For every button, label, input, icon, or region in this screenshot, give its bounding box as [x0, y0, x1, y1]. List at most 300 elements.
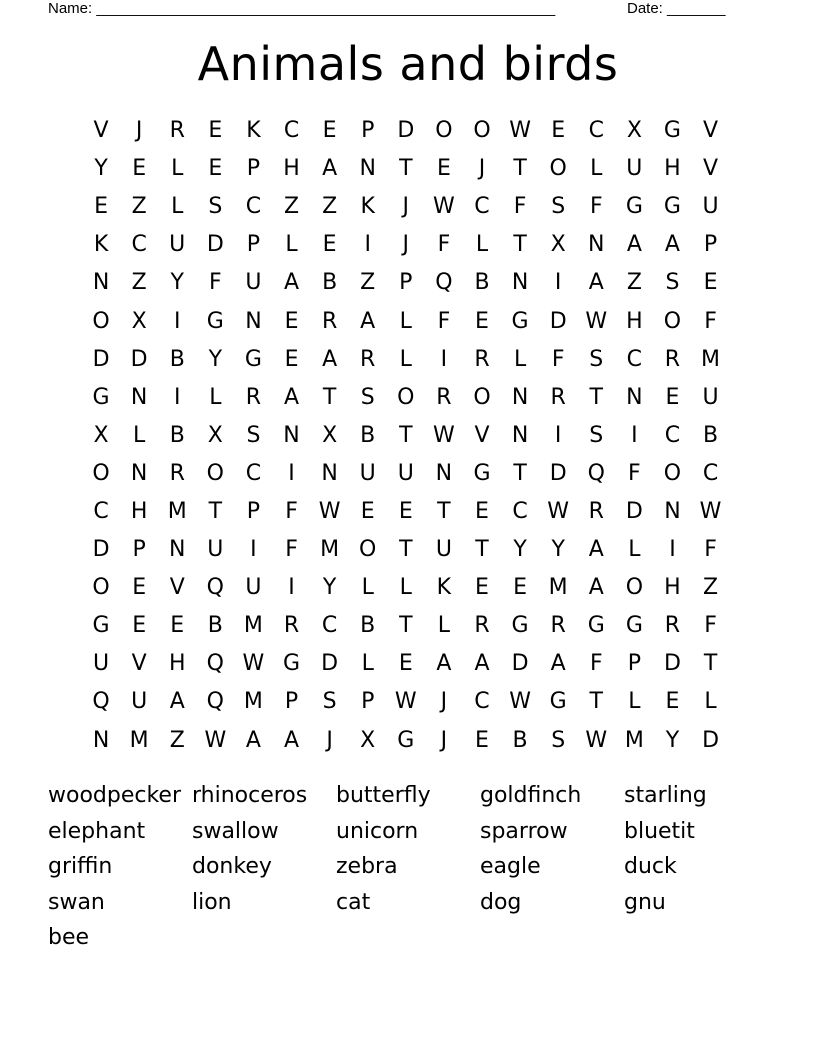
grid-cell: N	[435, 460, 453, 486]
word-list-item: eagle	[480, 854, 541, 880]
grid-cell: D	[549, 308, 567, 334]
grid-cell: R	[436, 384, 452, 410]
grid-cell: G	[625, 613, 643, 639]
grid-cell: G	[244, 346, 262, 372]
word-list-item: bluetit	[624, 818, 695, 844]
grid-cell: B	[512, 727, 528, 753]
grid-cell: R	[664, 613, 681, 639]
grid-cell: E	[322, 118, 337, 144]
page-title: Animals and birds	[197, 37, 619, 91]
grid-cell: A	[322, 346, 338, 372]
grid-cell: O	[92, 460, 110, 486]
grid-cell: N	[359, 156, 376, 182]
grid-cell: E	[132, 613, 147, 639]
grid-cell: N	[511, 422, 529, 448]
grid-cell: W	[204, 727, 227, 753]
grid-cell: S	[360, 384, 375, 410]
grid-cell: H	[283, 156, 300, 182]
grid-cell: W	[318, 498, 341, 524]
grid-cell: W	[242, 651, 265, 677]
word-list-item: woodpecker	[48, 783, 182, 808]
word-list-item: zebra	[336, 854, 398, 880]
grid-cell: M	[129, 727, 149, 753]
grid-cell: A	[360, 308, 376, 334]
grid-cell: E	[360, 498, 375, 524]
grid-cell: N	[664, 498, 681, 524]
grid-cell: N	[245, 308, 262, 334]
grid-cell: N	[283, 422, 300, 448]
grid-cell: R	[550, 384, 566, 410]
grid-cell: L	[399, 308, 412, 334]
grid-cell: R	[474, 346, 490, 372]
grid-cell: V	[703, 118, 719, 144]
grid-cell: L	[590, 156, 603, 182]
grid-cell: I	[554, 270, 562, 296]
grid-cell: S	[551, 727, 566, 753]
grid-cell: C	[588, 118, 604, 144]
grid-cell: B	[703, 422, 719, 448]
grid-cell: W	[433, 194, 455, 220]
grid-cell: Q	[587, 460, 605, 486]
grid-cell: U	[397, 460, 414, 486]
grid-cell: U	[435, 537, 452, 563]
grid-cell: E	[208, 118, 223, 144]
grid-cell: G	[92, 384, 110, 410]
grid-cell: W	[433, 422, 455, 448]
grid-cell: A	[436, 651, 452, 677]
grid-cell: G	[397, 727, 415, 753]
grid-cell: N	[511, 384, 529, 410]
grid-cell: D	[625, 498, 643, 524]
grid-cell: S	[589, 346, 604, 372]
grid-cell: Z	[360, 270, 376, 296]
grid-cell: P	[399, 270, 413, 296]
grid-cell: C	[245, 194, 262, 220]
grid-cell: E	[322, 232, 337, 258]
grid-cell: O	[397, 384, 415, 410]
grid-cell: E	[475, 308, 489, 334]
grid-cell: P	[246, 498, 261, 524]
grid-cell: R	[664, 346, 681, 372]
grid-cell: P	[246, 232, 261, 258]
grid-cell: A	[245, 727, 261, 753]
grid-cell: A	[169, 689, 185, 715]
grid-cell: R	[245, 384, 262, 410]
grid-cell: U	[626, 156, 643, 182]
grid-cell: I	[250, 537, 257, 563]
grid-cell: B	[169, 346, 185, 372]
grid-cell: F	[285, 498, 298, 524]
grid-cell: W	[509, 118, 531, 144]
grid-cell: L	[628, 537, 641, 563]
grid-cell: L	[171, 156, 184, 182]
word-list-item: donkey	[192, 854, 272, 880]
grid-cell: O	[92, 308, 110, 334]
grid-cell: T	[589, 689, 603, 715]
word-list-item: duck	[624, 854, 677, 880]
grid-cell: U	[245, 575, 262, 601]
grid-cell: A	[588, 270, 604, 296]
grid-cell: R	[321, 308, 338, 334]
grid-cell: F	[437, 232, 451, 258]
grid-cell: E	[284, 308, 299, 334]
grid-cell: N	[588, 232, 605, 258]
grid-cell: D	[397, 118, 415, 144]
grid-cell: P	[703, 232, 718, 258]
grid-cell: Y	[208, 346, 223, 372]
grid-cell: T	[703, 651, 718, 677]
grid-cell: N	[92, 727, 110, 753]
grid-cell: T	[513, 156, 527, 182]
grid-cell: L	[513, 346, 527, 372]
grid-cell: E	[398, 498, 413, 524]
grid-cell: E	[436, 156, 451, 182]
grid-cell: T	[399, 613, 413, 639]
grid-cell: A	[664, 232, 680, 258]
grid-cell: T	[475, 537, 489, 563]
grid-cell: F	[209, 270, 222, 296]
grid-cell: Z	[131, 194, 147, 220]
grid-cell: C	[474, 689, 490, 715]
grid-cell: A	[283, 384, 300, 410]
grid-cell: L	[133, 422, 146, 448]
grid-cell: R	[169, 118, 185, 144]
grid-cell: P	[361, 689, 375, 715]
grid-cell: O	[549, 156, 567, 182]
grid-cell: U	[359, 460, 376, 486]
word-list-item: butterfly	[336, 783, 431, 808]
grid-cell: J	[135, 118, 143, 144]
grid-cell: T	[399, 422, 413, 448]
grid-cell: D	[92, 346, 110, 372]
grid-cell: X	[322, 422, 338, 448]
word-list-item: goldfinch	[480, 783, 582, 808]
grid-cell: G	[587, 613, 605, 639]
grid-cell: D	[511, 651, 529, 677]
grid-cell: T	[399, 537, 413, 563]
grid-cell: D	[702, 727, 720, 753]
grid-cell: L	[171, 194, 184, 220]
word-list-item: rhinoceros	[192, 783, 308, 808]
word-list-item: cat	[336, 889, 371, 915]
grid-cell: J	[402, 232, 410, 258]
grid-cell: E	[475, 575, 489, 601]
grid-cell: Z	[169, 727, 185, 753]
grid-cell: C	[512, 498, 528, 524]
grid-cell: R	[588, 498, 604, 524]
grid-cell: R	[474, 613, 490, 639]
grid-cell: E	[94, 194, 108, 220]
grid-cell: H	[664, 575, 681, 601]
grid-cell: U	[702, 384, 719, 410]
grid-cell: F	[437, 308, 451, 334]
grid-cell: R	[283, 613, 300, 639]
grid-cell: D	[130, 346, 148, 372]
grid-cell: U	[92, 651, 110, 677]
grid-cell: W	[547, 498, 570, 524]
grid-cell: O	[473, 384, 491, 410]
grid-cell: N	[321, 460, 338, 486]
grid-cell: G	[511, 308, 529, 334]
grid-cell: S	[589, 422, 604, 448]
grid-cell: W	[509, 689, 531, 715]
grid-cell: B	[322, 270, 338, 296]
grid-cell: T	[437, 498, 451, 524]
grid-cell: I	[173, 384, 181, 410]
grid-cell: B	[474, 270, 490, 296]
word-list-item: swan	[48, 889, 105, 915]
grid-cell: K	[246, 118, 261, 144]
grid-cell: L	[209, 384, 222, 410]
grid-cell: E	[665, 689, 680, 715]
grid-cell: N	[130, 460, 148, 486]
grid-cell: Q	[206, 575, 224, 601]
grid-cell: E	[513, 575, 528, 601]
grid-cell: I	[440, 346, 448, 372]
grid-cell: U	[131, 689, 148, 715]
grid-cell: W	[394, 689, 417, 715]
grid-cell: F	[589, 194, 603, 220]
grid-cell: E	[551, 118, 566, 144]
grid-cell: T	[208, 498, 223, 524]
grid-cell: G	[511, 613, 529, 639]
grid-cell: I	[669, 537, 676, 563]
grid-cell: O	[663, 460, 682, 486]
grid-cell: S	[246, 422, 261, 448]
grid-cell: X	[626, 118, 642, 144]
grid-cell: J	[440, 727, 448, 753]
grid-cell: P	[132, 537, 146, 563]
grid-cell: Y	[513, 537, 527, 563]
grid-cell: A	[588, 537, 604, 563]
grid-cell: Z	[626, 270, 642, 296]
grid-cell: R	[550, 613, 566, 639]
grid-cell: P	[361, 118, 375, 144]
grid-cell: T	[513, 232, 527, 258]
grid-cell: A	[283, 727, 300, 753]
grid-cell: B	[169, 422, 185, 448]
grid-cell: C	[131, 232, 147, 258]
grid-cell: M	[320, 537, 340, 563]
grid-cell: T	[399, 156, 413, 182]
word-list-item: griffin	[48, 854, 113, 880]
grid-cell: N	[626, 384, 643, 410]
grid-cell: E	[170, 613, 185, 639]
grid-cell: P	[627, 651, 641, 677]
grid-cell: I	[288, 575, 295, 601]
grid-cell: J	[402, 194, 410, 220]
grid-cell: E	[208, 156, 223, 182]
grid-cell: C	[702, 460, 719, 486]
grid-cell: W	[699, 498, 722, 524]
grid-cell: Y	[322, 575, 337, 601]
grid-cell: G	[549, 689, 567, 715]
grid-cell: E	[475, 498, 489, 524]
grid-cell: M	[167, 498, 187, 524]
grid-cell: S	[551, 194, 566, 220]
grid-cell: D	[549, 460, 567, 486]
grid-cell: E	[132, 156, 147, 182]
word-list-item: unicorn	[336, 818, 419, 844]
grid-cell: U	[169, 232, 186, 258]
grid-cell: J	[478, 156, 486, 182]
grid-cell: B	[360, 613, 376, 639]
word-list-item: elephant	[48, 818, 146, 844]
grid-cell: G	[282, 651, 301, 677]
grid-cell: E	[284, 346, 299, 372]
letter-grid	[82, 112, 730, 760]
grid-cell: I	[631, 422, 638, 448]
grid-cell: F	[589, 651, 603, 677]
word-list-item: bee	[48, 925, 90, 951]
grid-cell: E	[132, 575, 147, 601]
grid-cell: V	[169, 575, 185, 601]
grid-cell: O	[625, 575, 644, 601]
grid-cell: E	[475, 727, 489, 753]
grid-cell: P	[284, 689, 299, 715]
grid-cell: D	[206, 232, 224, 258]
grid-cell: R	[360, 346, 376, 372]
grid-cell: L	[399, 346, 412, 372]
grid-cell: F	[704, 537, 717, 563]
grid-cell: S	[665, 270, 680, 296]
grid-cell: I	[288, 460, 295, 486]
grid-cell: N	[511, 270, 529, 296]
grid-cell: C	[93, 498, 109, 524]
grid-cell: A	[283, 270, 300, 296]
grid-cell: L	[285, 232, 298, 258]
grid-cell: B	[360, 422, 376, 448]
word-list-item: lion	[192, 889, 232, 915]
grid-cell: O	[663, 308, 682, 334]
grid-cell: M	[701, 346, 721, 372]
grid-cell: N	[169, 537, 186, 563]
grid-cell: L	[475, 232, 489, 258]
grid-cell: C	[474, 194, 490, 220]
grid-cell: A	[626, 232, 642, 258]
grid-cell: H	[168, 651, 186, 677]
word-list-item: swallow	[192, 818, 279, 844]
grid-cell: L	[437, 613, 451, 639]
grid-cell: M	[624, 727, 644, 753]
grid-cell: X	[207, 422, 223, 448]
grid-cell: O	[359, 537, 377, 563]
grid-cell: U	[245, 270, 262, 296]
grid-cell: A	[588, 575, 604, 601]
grid-cell: W	[585, 727, 608, 753]
grid-cell: E	[398, 651, 413, 677]
grid-cell: K	[360, 194, 375, 220]
grid-cell: G	[206, 308, 224, 334]
grid-cell: H	[664, 156, 681, 182]
name-field-line: Name: _______________________________________________________	[48, 0, 556, 17]
grid-cell: D	[321, 651, 339, 677]
grid-cell: X	[360, 727, 376, 753]
grid-cell: C	[626, 346, 643, 372]
grid-cell: D	[663, 651, 681, 677]
grid-cell: O	[473, 118, 491, 144]
grid-cell: O	[206, 460, 224, 486]
grid-cell: U	[207, 537, 224, 563]
grid-cell: F	[513, 194, 527, 220]
grid-cell: C	[321, 613, 338, 639]
grid-cell: H	[130, 498, 148, 524]
word-list-item: dog	[480, 889, 522, 915]
grid-cell: G	[473, 460, 491, 486]
grid-cell: E	[665, 384, 680, 410]
word-list-item: sparrow	[480, 818, 568, 844]
grid-cell: J	[440, 689, 448, 715]
grid-cell: M	[548, 575, 568, 601]
grid-cell: V	[131, 651, 147, 677]
grid-cell: I	[364, 232, 371, 258]
grid-cell: G	[92, 613, 110, 639]
grid-cell: F	[704, 308, 717, 334]
grid-cell: Y	[94, 156, 108, 182]
grid-cell: U	[702, 194, 719, 220]
grid-cell: Y	[551, 537, 565, 563]
grid-cell: C	[664, 422, 681, 448]
grid-cell: S	[208, 194, 223, 220]
grid-cell: L	[399, 575, 412, 601]
grid-cell: Z	[131, 270, 147, 296]
grid-cell: O	[92, 575, 110, 601]
grid-cell: Y	[170, 270, 184, 296]
grid-cell: F	[704, 613, 717, 639]
grid-cell: J	[326, 727, 333, 753]
grid-cell: C	[245, 460, 262, 486]
grid-cell: L	[361, 575, 374, 601]
grid-cell: E	[703, 270, 718, 296]
grid-cell: L	[704, 689, 717, 715]
grid-cell: Q	[206, 689, 224, 715]
grid-cell: D	[92, 537, 110, 563]
word-list-item: starling	[624, 783, 707, 808]
grid-cell: G	[663, 194, 681, 220]
grid-cell: F	[628, 460, 641, 486]
grid-cell: S	[322, 689, 337, 715]
grid-cell: F	[551, 346, 565, 372]
grid-cell: T	[589, 384, 603, 410]
grid-cell: V	[93, 118, 109, 144]
grid-cell: A	[550, 651, 566, 677]
grid-cell: A	[474, 651, 490, 677]
grid-cell: M	[243, 689, 263, 715]
grid-cell: Z	[322, 194, 338, 220]
grid-cell: K	[93, 232, 109, 258]
grid-cell: Y	[665, 727, 680, 753]
grid-cell: V	[474, 422, 490, 448]
grid-cell: N	[130, 384, 148, 410]
grid-cell: G	[625, 194, 643, 220]
word-list	[48, 778, 768, 956]
grid-cell: Q	[206, 651, 224, 677]
grid-cell: L	[628, 689, 641, 715]
grid-cell: X	[550, 232, 566, 258]
grid-cell: N	[92, 270, 110, 296]
grid-cell: L	[361, 651, 374, 677]
date-field-line: Date: _______	[627, 0, 726, 17]
grid-cell: Z	[283, 194, 300, 220]
word-list-item: gnu	[624, 889, 666, 915]
grid-cell: I	[173, 308, 181, 334]
grid-cell: I	[554, 422, 562, 448]
grid-cell: C	[283, 118, 300, 144]
grid-cell: X	[93, 422, 109, 448]
grid-cell: G	[663, 118, 681, 144]
grid-cell: V	[703, 156, 719, 182]
grid-cell: T	[322, 384, 337, 410]
